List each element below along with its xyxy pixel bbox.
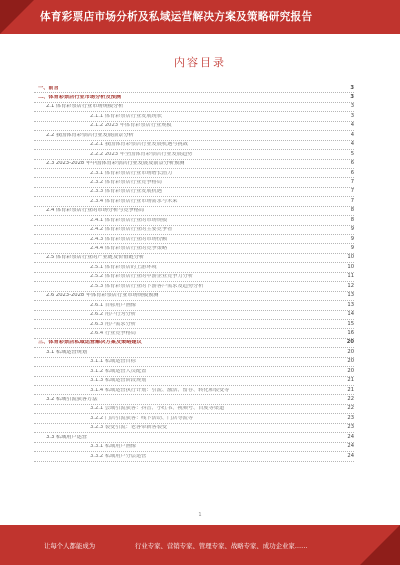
toc-entry-title: 3.1.4 私域运营执行计划：引流、激活、留存、转化和裂变等 xyxy=(90,387,230,393)
toc-entry-page: 21 xyxy=(347,386,354,393)
toc-entry[interactable] xyxy=(34,244,354,253)
toc-entry-title: 2.4.2 体育彩票店行业的主要竞争者 xyxy=(90,227,173,233)
toc-entry-title: 2.1 体育彩票店行业市场规模分析 xyxy=(46,104,124,110)
toc-entry-title: 2.2.2 2023 年全国体育彩票店行业发展趋势 xyxy=(90,151,193,157)
toc-entry-page: 22 xyxy=(347,396,354,403)
report-title: 体育彩票店市场分析及私域运营解决方案及策略研究报告 xyxy=(40,11,313,23)
toc-entry-title: 2.3 2023-2028 年中国体育彩票店行业发展及前景分析预测 xyxy=(46,161,185,167)
toc-entry[interactable] xyxy=(34,320,354,329)
page-number: 1 xyxy=(198,512,202,518)
toc-entry-page: 6 xyxy=(350,160,354,167)
toc-entry[interactable] xyxy=(34,131,354,140)
toc-entry-title: 2.1.1 体育彩票店行业发展现状 xyxy=(90,113,162,119)
toc-entry-title: 2.3.4 体育彩票店行业市场需求与未来 xyxy=(90,198,178,204)
toc-entry-page: 13 xyxy=(347,301,354,308)
footer-tagline: 行业专家、营销专家、管理专家、战略专家、成功企业家…… xyxy=(135,542,308,550)
toc-entry-title: 3.3.2 私域用户分层运营 xyxy=(90,453,147,459)
toc-entry-page: 7 xyxy=(350,178,354,185)
toc-entry[interactable] xyxy=(34,150,354,159)
toc-entry-page: 20 xyxy=(346,339,354,346)
toc-heading: 内容目录 xyxy=(174,56,226,69)
toc-entry-page: 10 xyxy=(347,263,354,270)
toc-entry-title: 一、前言 xyxy=(38,85,59,91)
toc-entry[interactable] xyxy=(34,292,354,301)
toc-entry[interactable] xyxy=(34,216,354,225)
toc-entry-title: 3.3.1 私域用户画像 xyxy=(90,444,136,450)
toc-entry-title: 2.4.1 体育彩票店行业的市场规模 xyxy=(90,217,168,223)
toc-entry[interactable] xyxy=(34,358,354,367)
toc-entry[interactable] xyxy=(34,367,354,376)
toc-entry-title: 3.1.2 私域运营人员配置 xyxy=(90,368,147,374)
toc-entry[interactable] xyxy=(34,235,354,244)
toc-entry[interactable] xyxy=(34,254,354,263)
toc-entry-page: 22 xyxy=(347,405,354,412)
toc-entry[interactable] xyxy=(34,178,354,187)
toc-entry[interactable] xyxy=(34,282,354,291)
toc-entry-page: 15 xyxy=(347,320,354,327)
toc-entry-title: 2.6.3 用户需求分析 xyxy=(90,321,136,327)
toc-entry[interactable] xyxy=(34,112,354,121)
toc-entry-page: 3 xyxy=(350,94,354,101)
toc-entry[interactable] xyxy=(34,443,354,452)
toc-entry[interactable] xyxy=(34,386,354,395)
toc-entry-title: 2.5.3 体育彩票店行业的下游客户需求及趋势分析 xyxy=(90,283,204,289)
toc-entry-page: 4 xyxy=(350,122,354,129)
toc-entry[interactable] xyxy=(34,377,354,386)
toc-entry[interactable] xyxy=(34,197,354,206)
toc-entry-page: 6 xyxy=(350,169,354,176)
toc-entry-title: 2.1.2 2023 年体育彩票店行业规模 xyxy=(90,123,172,129)
toc-entry-page: 20 xyxy=(347,358,354,365)
toc-entry-page: 7 xyxy=(350,188,354,195)
toc-entry-page: 24 xyxy=(347,443,354,450)
toc-entry-title: 3.2.3 裂变引流：老客带新客裂变 xyxy=(90,425,168,431)
toc-entry-page: 24 xyxy=(347,452,354,459)
toc-entry[interactable] xyxy=(34,405,354,414)
toc-entry[interactable] xyxy=(34,226,354,235)
toc-entry[interactable] xyxy=(34,103,354,112)
toc-entry[interactable] xyxy=(34,433,354,442)
toc-entry-page: 24 xyxy=(347,433,354,440)
toc-entry-page: 14 xyxy=(347,311,354,318)
toc-entry-title: 2.3.1 体育彩票店行业市场增长潜力 xyxy=(90,170,173,176)
toc-entry-page: 13 xyxy=(347,292,354,299)
toc-entry-title: 2.6.2 用户行为分析 xyxy=(90,312,136,318)
toc-entry-title: 2.2 我国体育彩票店行业发展前景分析 xyxy=(46,132,134,138)
toc-entry-page: 9 xyxy=(350,235,354,242)
toc-entry-page: 23 xyxy=(347,414,354,421)
toc-entry-page: 8 xyxy=(350,207,354,214)
toc-entry-title: 3.3 私域用户运营 xyxy=(46,434,88,440)
toc-entry-title: 2.5.2 体育彩票店行业的中游企业竞争力分析 xyxy=(90,274,194,280)
toc-entry-title: 3.2.1 公域引流获客：抖音、小红书、视频号、百度等渠道 xyxy=(90,406,225,412)
footer-bar xyxy=(0,525,400,565)
toc-entry-title: 二、体育彩票店行业市场分析及预测 xyxy=(38,95,122,101)
toc-entry-page: 3 xyxy=(350,103,354,110)
toc-entry[interactable] xyxy=(34,311,354,320)
toc-entry-page: 5 xyxy=(350,150,354,157)
toc-entry-title: 三、体育彩票店私域运营解决方案及策略建议 xyxy=(38,340,142,346)
toc-entry[interactable] xyxy=(34,348,354,357)
toc-entry-title: 2.3.2 体育彩票店行业竞争格局 xyxy=(90,179,162,185)
toc-entry[interactable] xyxy=(34,141,354,150)
toc-entry-page: 21 xyxy=(347,377,354,384)
header-bar xyxy=(0,0,400,34)
toc-entry-page: 20 xyxy=(347,367,354,374)
toc-entry[interactable] xyxy=(34,329,354,338)
toc-entry-page: 4 xyxy=(350,141,354,148)
toc-entry-page: 3 xyxy=(350,112,354,119)
toc-entry-title: 2.6.4 行业竞争格局 xyxy=(90,330,136,336)
toc-entry-title: 3.2.2 门店引流获客：线下活动、门店导流等 xyxy=(90,415,194,421)
toc-entry[interactable] xyxy=(34,188,354,197)
toc-entry-title: 3.2 私域引流获客方法 xyxy=(46,397,98,403)
toc-entry-page: 23 xyxy=(347,424,354,431)
toc-entry[interactable] xyxy=(34,273,354,282)
toc-entry-page: 7 xyxy=(350,197,354,204)
toc-entry-title: 2.4.3 体育彩票店行业的市场份额 xyxy=(90,236,168,242)
toc-entry[interactable] xyxy=(34,263,354,272)
toc-entry-page: 12 xyxy=(347,282,354,289)
toc-entry[interactable] xyxy=(34,160,354,169)
toc-entry[interactable] xyxy=(34,452,354,461)
toc-entry-title: 2.5.1 体育彩票店的上游环境 xyxy=(90,264,157,270)
toc-entry[interactable] xyxy=(34,339,354,348)
toc-entry-page: 8 xyxy=(350,216,354,223)
footer-slogan: 让每个人都能成为 xyxy=(44,542,96,550)
toc-entry[interactable] xyxy=(34,301,354,310)
toc-entry[interactable] xyxy=(34,207,354,216)
table-of-contents xyxy=(34,84,354,512)
toc-entry-title: 3.1.3 私域运营阶段规划 xyxy=(90,378,147,384)
toc-entry[interactable] xyxy=(34,414,354,423)
toc-entry-page: 20 xyxy=(347,348,354,355)
toc-entry[interactable] xyxy=(34,395,354,404)
toc-entry-page: 3 xyxy=(350,84,354,91)
toc-entry-title: 2.3.3 体育彩票店行业发展机遇 xyxy=(90,189,162,195)
toc-entry[interactable] xyxy=(34,169,354,178)
toc-entry-title: 3.1.1 私域运营目标 xyxy=(90,359,136,365)
toc-entry-page: 16 xyxy=(347,329,354,336)
toc-entry-title: 2.2.1 我国体育彩票店行业发展机遇与挑战 xyxy=(90,142,188,148)
toc-entry-page: 10 xyxy=(347,254,354,261)
toc-entry-page: 9 xyxy=(350,226,354,233)
toc-entry-page: 4 xyxy=(350,131,354,138)
toc-entry[interactable] xyxy=(34,84,354,93)
toc-entry-title: 3.1 私域运营规划 xyxy=(46,349,88,355)
toc-entry-title: 2.4.4 体育彩票店行业的竞争策略 xyxy=(90,246,168,252)
toc-entry[interactable] xyxy=(34,424,354,433)
toc-entry-title: 2.4 体育彩票店行业的市场分析与竞争格局 xyxy=(46,208,145,214)
toc-entry-title: 2.5 体育彩票店行业的产业链及价值链分析 xyxy=(46,255,145,261)
footer-corner-decoration xyxy=(360,525,400,565)
toc-entry[interactable] xyxy=(34,93,354,102)
toc-entry-title: 2.6 2023-2028 年体育彩票店行业市场规模预测 xyxy=(46,293,159,299)
toc-entry-page: 11 xyxy=(347,273,354,280)
toc-entry-page: 9 xyxy=(350,245,354,252)
toc-entry-title: 2.6.1 目标用户画像 xyxy=(90,302,136,308)
header-corner-decoration xyxy=(0,0,34,34)
toc-entry[interactable] xyxy=(34,122,354,131)
